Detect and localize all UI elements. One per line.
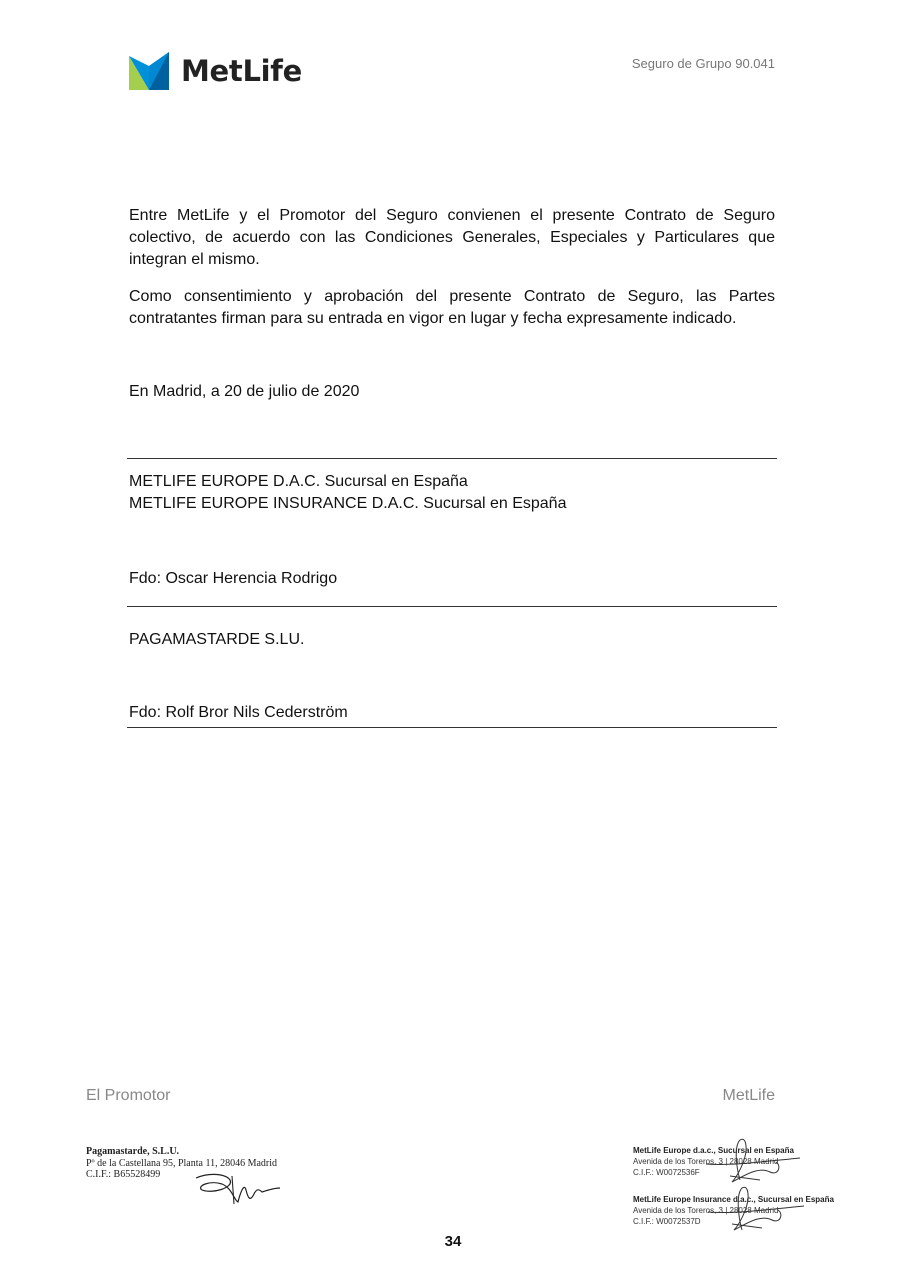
stamp-cif: C.I.F.: B65528499: [86, 1169, 161, 1180]
place-date: En Madrid, a 20 de julio de 2020: [129, 383, 360, 400]
page-number: 34: [444, 1233, 462, 1250]
metlife-signer: Fdo: Oscar Herencia Rodrigo: [129, 570, 338, 587]
body-paragraph-1: Entre MetLife y el Promotor del Seguro convienen el presente Contrato de Seguro colectivo, de acuerdo con las Condiciones Generales, Especiales y Particulares que integran el mismo.: [129, 207, 775, 268]
footer-promotor-label: El Promotor: [86, 1087, 171, 1104]
divider: [127, 727, 777, 728]
promotor-signer: Fdo: Rolf Bror Nils Cederström: [129, 704, 348, 721]
metlife-entity-1: METLIFE EUROPE D.A.C. Sucursal en España: [129, 473, 468, 490]
stamp-company-name: Pagamastarde, S.L.U.: [86, 1146, 180, 1157]
promotor-entity: PAGAMASTARDE S.LU.: [129, 631, 305, 648]
promotor-signature: [192, 1168, 284, 1208]
logo-wordmark: MetLife: [181, 54, 302, 88]
stamp-company-name: MetLife Europe d.a.c., Sucursal en España: [633, 1146, 794, 1155]
body-paragraph-2: Como consentimiento y aprobación del presente Contrato de Seguro, las Partes contratantes firman para su entrada en vigor en lugar y fecha expresamente indicado.: [129, 288, 775, 327]
divider: [127, 458, 777, 459]
metlife-logo-icon: [129, 52, 169, 90]
stamp-address: Avenida de los Toreros, 3 | 28028 Madrid: [633, 1206, 779, 1215]
stamp-address: Pº de la Castellana 95, Planta 11, 28046 Madrid: [86, 1157, 278, 1169]
stamp-cif: C.I.F.: W0072536F: [633, 1168, 700, 1177]
stamp-address: Avenida de los Toreros, 3 | 28028 Madrid: [633, 1157, 779, 1166]
footer-metlife-label: MetLife: [722, 1087, 775, 1104]
policy-reference: Seguro de Grupo 90.041: [631, 56, 775, 71]
stamp-cif: C.I.F.: W0072537D: [633, 1217, 701, 1226]
divider: [127, 606, 777, 607]
metlife-logo: [129, 52, 302, 90]
contract-body: [129, 205, 775, 345]
metlife-signatures: [700, 1136, 810, 1232]
metlife-entity-2: METLIFE EUROPE INSURANCE D.A.C. Sucursal en España: [129, 495, 567, 512]
stamp-company-name: MetLife Europe Insurance d.a.c., Sucursal en España: [633, 1195, 834, 1204]
